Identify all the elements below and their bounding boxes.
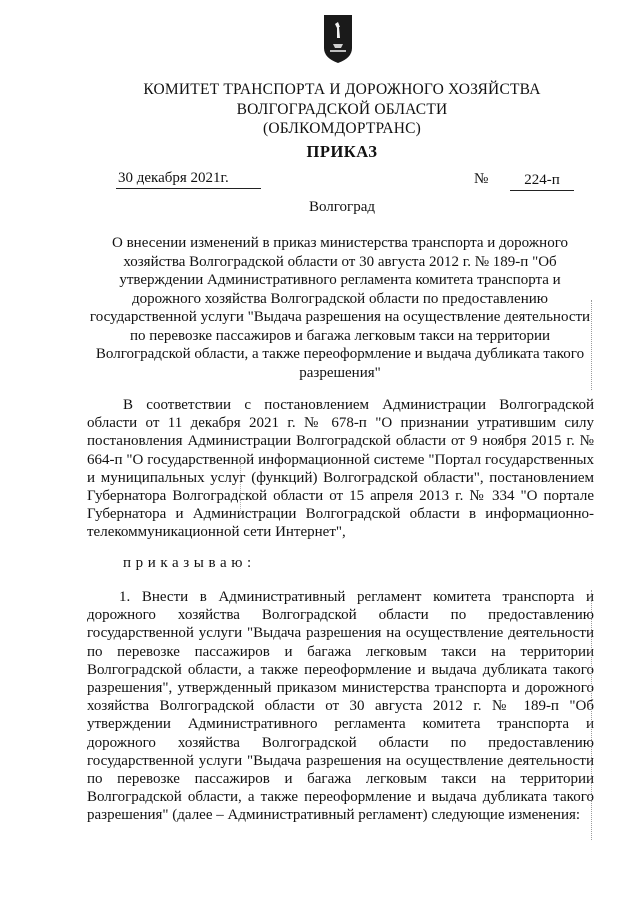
order-number: 224-п <box>510 171 574 191</box>
number-sign: № <box>474 171 489 187</box>
scan-artifact-line <box>591 590 592 840</box>
preamble-paragraph: В соответствии с постановлением Администрации Волгоградской области от 11 декабря 2021 г. № 678-п "О признании утратившим силу постановления Администрации Волгоградской области от 9 ноября 2015 г. № 664-п "О государственной информационной системе "Портал государственных и муниципальных услуг (функций) Волгоградской области", постановлением Губернатора Волгоградской области от 15 апреля 2013 г. № 334 "О портале Губернатора и Администрации Волгоградской области в информационно-телекоммуникационной сети Интернет", <box>87 397 594 541</box>
org-name-line-2: ВОЛГОГРАДСКОЙ ОБЛАСТИ <box>236 101 448 118</box>
scan-artifact-line <box>240 460 241 515</box>
city-name: Волгоград <box>308 199 375 215</box>
volgograd-coat-of-arms-icon <box>323 14 353 64</box>
scan-artifact-line <box>591 300 592 390</box>
org-name-line-1: КОМИТЕТ ТРАНСПОРТА И ДОРОЖНОГО ХОЗЯЙСТВА <box>143 81 541 98</box>
document-type-title: ПРИКАЗ <box>306 142 378 161</box>
item-1-paragraph: 1. Внести в Административный регламент комитета транспорта и дорожного хозяйства Волгоградской области по предоставлению государственной услуги "Выдача разрешения на осуществление деятельности по перевозке пассажиров и багажа легковым такси на территории Волгоградской области, а также переоформление и выдача дубликата такого разрешения", утвержденный приказом министерства транспорта и дорожного хозяйства Волгоградской области от 30 августа 2012 г. № 189-п "Об утверждении Административного регламента комитета транспорта и дорожного хозяйства Волгоградской области по предоставлению государственной услуги "Выдача разрешения на осуществление деятельности по перевозке пассажиров и багажа легковым такси на территории Волгоградской области, а также переоформление и выдача дубликата такого разрешения" (далее – Административный регламент) следующие изменения: <box>87 589 594 824</box>
order-subject: О внесении изменений в приказ министерства транспорта и дорожного хозяйства Волгоградской области от 30 августа 2012 г. № 189-п "Об утверждении Административного регламента комитета транспорта и дорожного хозяйства Волгоградской области по предоставлению государственной услуги "Выдача разрешения на осуществление деятельности по перевозке пассажиров и багажа легковым такси на территории Волгоградской области, а также переоформление и выдача дубликата такого разрешения" <box>89 235 591 381</box>
org-name-abbreviation: (ОБЛКОМДОРТРАНС) <box>262 120 422 137</box>
decree-word: приказываю: <box>123 555 256 571</box>
order-date: 30 декабря 2021г. <box>116 169 261 189</box>
